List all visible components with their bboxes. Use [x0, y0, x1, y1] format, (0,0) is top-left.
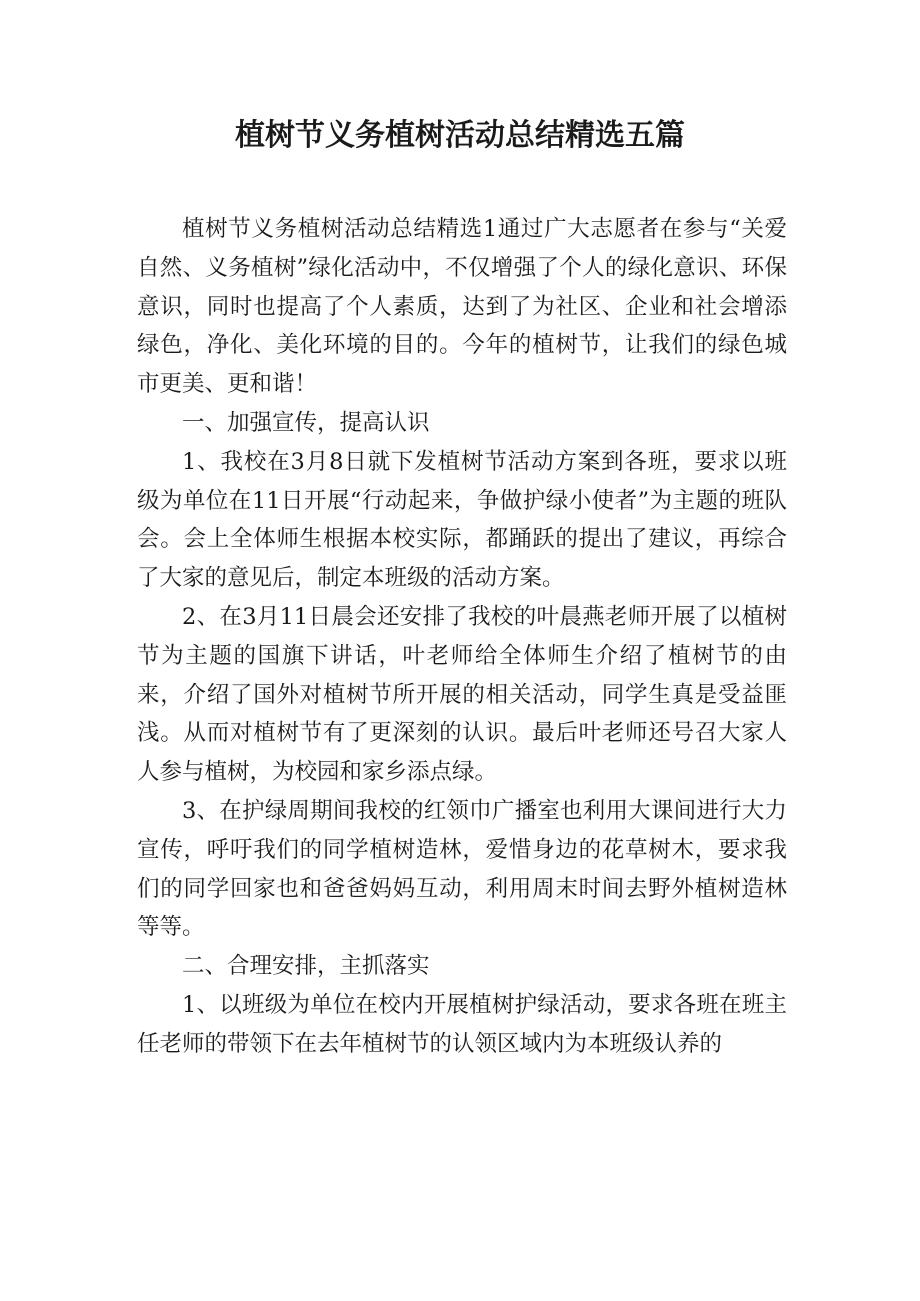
section-heading-1: 一、加强宣传，提高认识	[182, 409, 430, 436]
paragraph-intro: 植树节义务植树活动总结精选1通过广大志愿者在参与“关爱自然、义务植树”绿化活动中，不仅增强了个人的绿化意识、环保意识，同时也提高了个人素质，达到了为社区、企业和社会增添绿色，净化、美化环境的目的。今年的植树节，让我们的绿色城市更美、更和谐！	[137, 216, 787, 398]
document-title: 植树节义务植树活动总结精选五篇	[235, 118, 685, 153]
paragraph-1-2: 2、在3月11日晨会还安排了我校的叶晨燕老师开展了以植树节为主题的国旗下讲话，叶老师给全体师生介绍了植树节的由来，介绍了国外对植树节所开展的相关活动，同学生真是受益匪浅。从而对植树节有了更深刻的认识。最后叶老师还号召大家人人参与植树，为校园和家乡添点绿。	[137, 603, 787, 786]
paragraph-1-3: 3、在护绿周期间我校的红领巾广播室也利用大课间进行大力宣传，呼吁我们的同学植树造林，爱惜身边的花草树木，要求我们的同学回家也和爸爸妈妈互动，利用周末时间去野外植树造林等等。	[137, 797, 787, 941]
document-body	[137, 210, 787, 1064]
paragraph-2-1: 1、以班级为单位在校内开展植树护绿活动，要求各班在班主任老师的带领下在去年植树节的认领区域内为本班级认养的	[137, 991, 787, 1057]
section-heading-2: 二、合理安排，主抓落实	[182, 953, 430, 980]
paragraph-1-1: 1、我校在3月8日就下发植树节活动方案到各班，要求以班级为单位在11日开展“行动起来，争做护绿小使者”为主题的班队会。会上全体师生根据本校实际，都踊跃的提出了建议，再综合了大家的意见后，制定本班级的活动方案。	[137, 448, 787, 592]
